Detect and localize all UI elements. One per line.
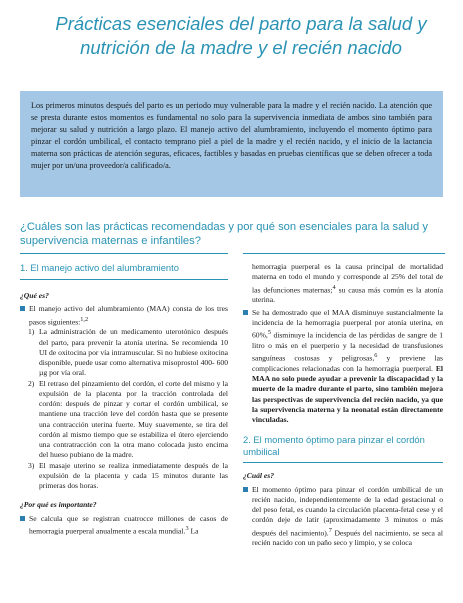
section-title-2: 2. El momento óptimo para pinzar el cordón umbilical — [243, 434, 425, 458]
page-title: Prácticas esenciales del parto para la salud y nutrición de la madre y el recién nacido — [55, 13, 427, 58]
bullet-square-icon — [20, 306, 25, 311]
step-item: 2) El retraso del pinzamiento del cordón, el corte del mismo y la expulsión de la placenta por la tracción controlada del cordón: después de pinzar y cortar el cordón umbilical, se mantiene una tracción leve del cordón hasta que se presente una contracción uterina fuerte. Muy suavemente, se tira del cordón al mismo tiempo que se estabiliza el útero ejerciendo una contratracción con la otra mano colocada justo encima del hueso pubiano de la madre. — [28, 378, 228, 460]
list-item: El momento óptimo para pinzar el cordón umbilical de un recién nacido, independientemente de la edad gestacional o del peso fetal, es cuando la circulación placenta-fetal cese y el cordón deje de latir (aproximadamente 3 minutos o más después del nacimiento).$^7$ Después del nacimiento, se seca al recién nacido con un paño seco y limpio, y se coloca — [243, 485, 443, 549]
section-divider — [243, 462, 443, 463]
section-title-1: 1. El manejo activo del alumbramiento — [20, 262, 179, 273]
list-item: Se ha demostrado que el MAA disminuye sustancialmente la incidencia de la hemorragia puerperal por atonía uterina, en 60%,$^5$ disminuye la incidencia de las pérdidas de sangre de 1 litro o más en el puerperio y la necesidad de transfusiones sanguíneas costosas y peligrosas,$^6$ y previene las complicaciones relacionadas con la hemorragia puerperal. El MAA no solo puede ayudar a prevenir la discapacidad y la muerte de la madre durante el parto, sino también mejora las perspectivas de supervivencia del recién nacido, ya que la supervivencia materna y la neonatal están directamente vinculadas. — [243, 308, 443, 426]
left-column — [20, 262, 228, 537]
intro-text: Los primeros minutos después del parto es un periodo muy vulnerable para la madre y el recién nacido. La atención que se presta durante estos momentos es fundamental no solo para la supervivencia inmediata de ambos sino también para mejorar su salud y nutrición a largo plazo. El manejo activo del alumbramiento, incluyendo el momento óptimo para pinzar el cordón umbilical, el contacto temprano piel a piel de la madre y el recién nacido, y el inicio de la lactancia materna son prácticas de atención seguras, eficaces, factibles y basadas en pruebas científicas que se deben ofrecer a toda mujer por un/una proveedor/a calificado/a. — [31, 101, 432, 171]
question-heading: ¿Cuáles son las prácticas recomendadas y por qué son esenciales para la salud y supervivencia maternas e infantiles? — [20, 221, 428, 247]
intro-box — [20, 91, 443, 197]
bullet-square-icon — [243, 487, 248, 492]
step-item: 1) La administración de un medicamento uterotónico después del parto, para prevenir la atonía uterina. Se recomienda 10 UI de oxitocina por vía intramuscular. Si no hubiese oxitocina disponible, puede usar como alternativa misoprostol 400- 600 µg por vía oral. — [28, 327, 228, 378]
section-divider — [20, 279, 228, 280]
list-item: Se calcula que se registran cuatrocce millones de casos de hemorragia puerperal anualmente a escala mundial.$^3$ La — [20, 514, 228, 537]
step-item: 3) El masaje uterino se realiza inmediatamente después de la expulsión de la placenta y cada 15 minutos durante las primeras dos horas. — [28, 460, 228, 491]
bullet-square-icon — [243, 310, 248, 315]
subheading-cual-es: ¿Cuál es? — [243, 471, 275, 481]
steps-list — [20, 327, 228, 491]
right-rule — [243, 253, 445, 254]
list-item: El manejo activo del alumbramiento (MAA) consta de los tres pasos siguientes:$^{1,2}$ — [20, 304, 228, 327]
left-rule — [20, 253, 228, 254]
emphasis-text: El MAA no solo puede ayudar a prevenir la discapacidad y la muerte de la madre durante el parto, sino también mejora las perspectivas de supervivencia del recién nacido, ya que la supervivencia materna y la neonatal están directamente vinculadas. — [252, 363, 443, 425]
right-column — [243, 262, 443, 549]
subheading-que-es: ¿Qué es? — [20, 291, 49, 300]
bullet-square-icon — [20, 516, 25, 521]
subheading-por-que: ¿Por qué es importante? — [20, 500, 97, 510]
continued-text: hemorragia puerperal es la causa principal de mortalidad materna en todo el mundo y corresponde al 25% del total de las defunciones maternas;$^4$ su causa más común es la atonía uterina. — [252, 262, 443, 305]
